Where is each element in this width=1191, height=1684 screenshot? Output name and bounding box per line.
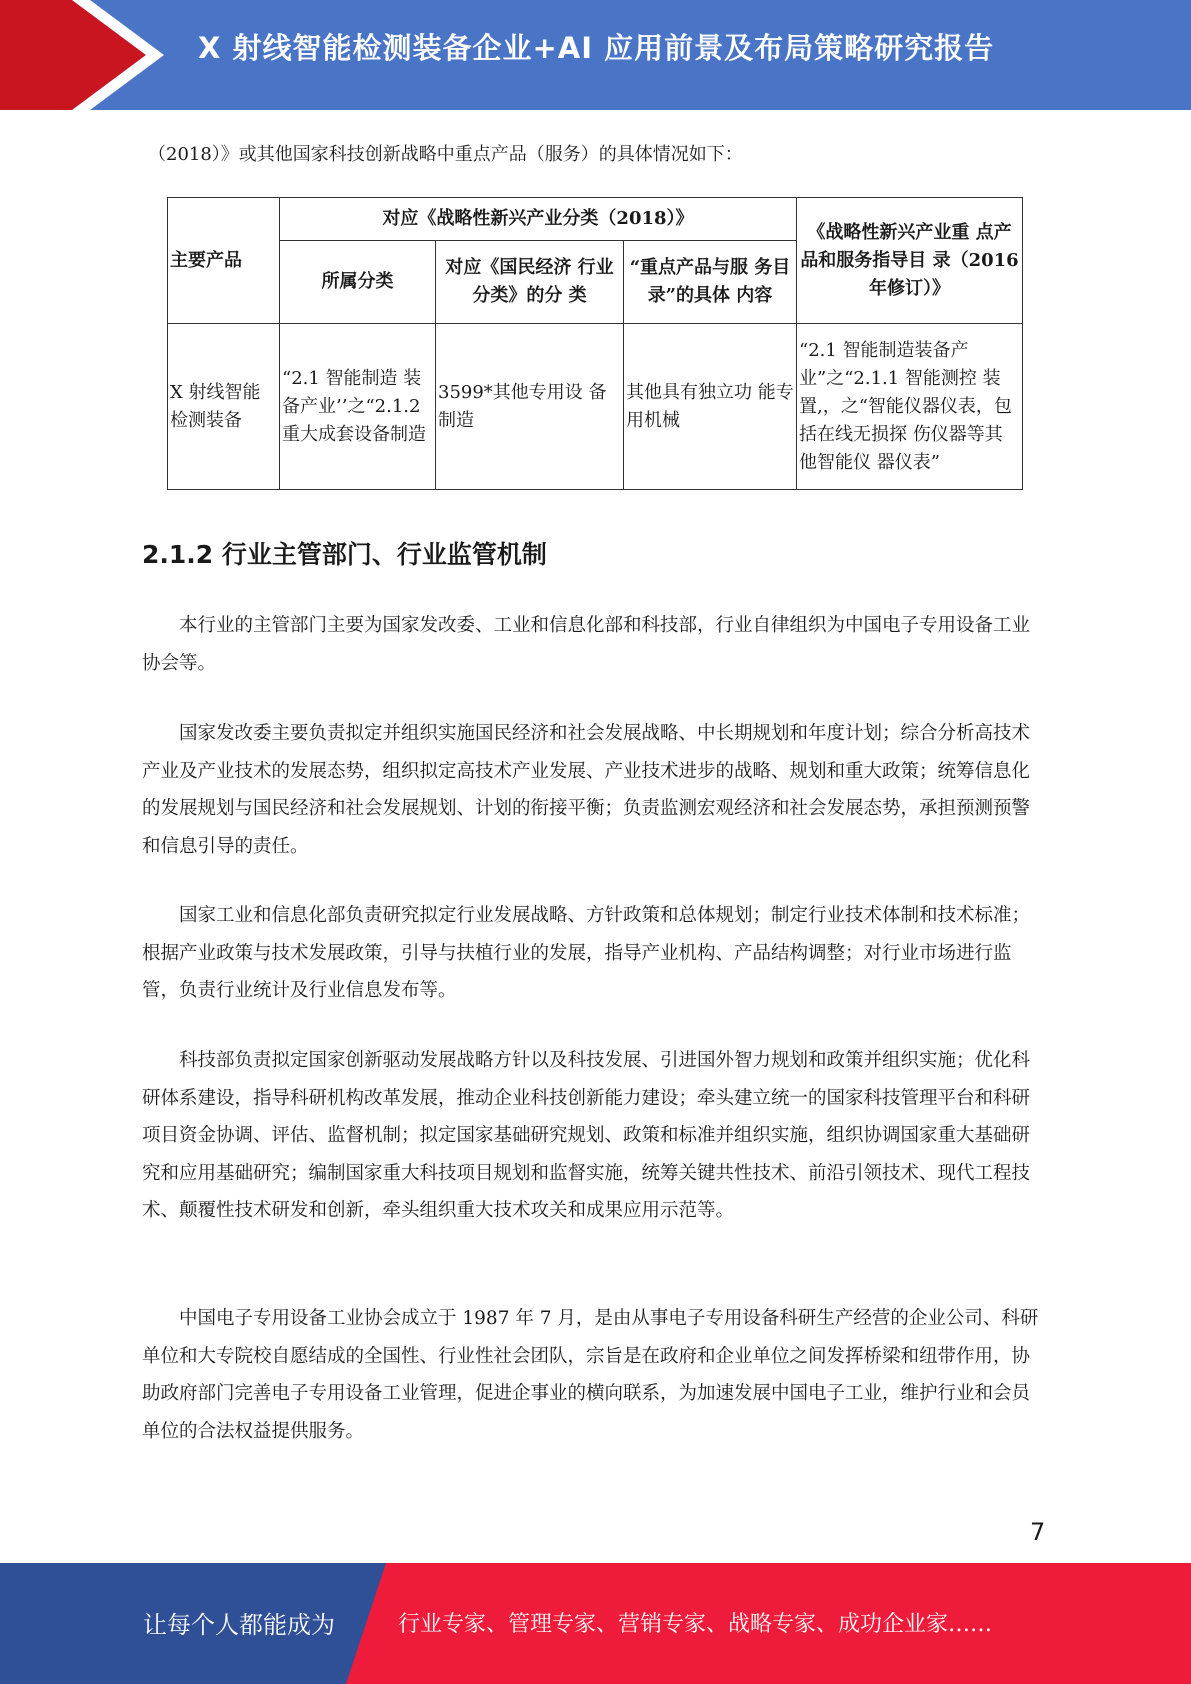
page-header <box>0 0 1191 110</box>
paragraph-2: 国家发改委主要负责拟定并组织实施国民经济和社会发展战略、中长期规划和年度计划；综合分析高技术产业及产业技术的发展态势，组织拟定高技术产业发展、产业技术进步的战略、规划和重大政策；统筹信息化的发展规划与国民经济和社会发展规划、计划的衔接平衡；负责监测宏观经济和社会发展态势，承担预测预警和信息引导的责任。 <box>142 723 1031 857</box>
paragraph-4: 科技部负责拟定国家创新驱动发展战略方针以及科技发展、引进国外智力规划和政策并组织实施；优化科研体系建设，指导科研机构改革发展，推动企业科技创新能力建设；牵头建立统一的国家科技管理平台和科研项目资金协调、评估、监督机制；拟定国家基础研究规划、政策和标准并组织实施，组织协调国家重大基础研究和应用基础研究；编制国家重大科技项目规划和监督实施，统筹关键共性技术、前沿引领技术、现代工程技术、颠覆性技术研发和创新，牵头组织重大技术攻关和成果应用示范等。 <box>142 1050 1031 1221</box>
cell-guide: “2.1 智能制造装备产 业”之“2.1.1 智能测控 装置,，之“智能仪器仪表，包括在线无损探 伤仪器等其他智能仪 器仪表” <box>797 324 1023 490</box>
page-footer <box>0 1563 1191 1684</box>
paragraph-5: 中国电子专用设备工业协会成立于 1987 年 7 月，是由从事电子专用设备科研生产经营的企业公司、科研单位和大专院校自愿结成的全国性、行业性社会团队，宗旨是在政府和企业单位之间发挥桥梁和纽带作用，协助政府部门完善电子专用设备工业管理，促进企事业的横向联系，为加速发展中国电子工业，维护行业和会员单位的合法权益提供服务。 <box>142 1308 1039 1442</box>
cell-category: “2.1 智能制造 装备产业’’之“2.1.2 重大成套设备制造 <box>280 324 436 490</box>
footer-slogan-right: 行业专家、管理专家、营销专家、战略专家、成功企业家…… <box>398 1612 993 1637</box>
paragraph-1: 本行业的主管部门主要为国家发改委、工业和信息化部和科技部，行业自律组织为中国电子专用设备工业协会等。 <box>142 615 1031 674</box>
header-category: 所属分类 <box>280 241 436 324</box>
page-number: 7 <box>1030 1518 1046 1546</box>
cell-key-product: 其他具有独立功 能专用机械 <box>624 324 797 490</box>
paragraph-3: 国家工业和信息化部负责研究拟定行业发展战略、方针政策和总体规划；制定行业技术体制和技术标准；根据产业政策与技术发展政策，引导与扶植行业的发展，指导产业机构、产品结构调整；对行业市场进行监管，负责行业统计及行业信息发布等。 <box>142 905 1031 1001</box>
cell-national-econ: 3599*其他专用设 备制造 <box>436 324 624 490</box>
header-guide-catalog: 《战略性新兴产业重 点产品和服务指导目 录（2016 年修订）》 <box>797 198 1023 324</box>
cell-product: X 射线智能检测装备 <box>168 324 280 490</box>
header-main-product: 主要产品 <box>168 198 280 324</box>
table-row <box>168 324 1023 490</box>
section-heading: 2.1.2 行业主管部门、行业监管机制 <box>142 540 547 569</box>
header-key-product: “重点产品与服 务目录”的具体 内容 <box>624 241 797 324</box>
header-group-title: 对应《战略性新兴产业分类（2018）》 <box>280 198 797 241</box>
footer-slogan-left: 让每个人都能成为 <box>143 1611 335 1639</box>
product-table <box>167 197 1023 490</box>
report-title: X 射线智能检测装备企业+AI 应用前景及布局策略研究报告 <box>198 31 995 65</box>
header-national-econ: 对应《国民经济 行业分类》的分 类 <box>436 241 624 324</box>
intro-line: （2018）》或其他国家科技创新战略中重点产品（服务）的具体情况如下： <box>148 144 743 165</box>
